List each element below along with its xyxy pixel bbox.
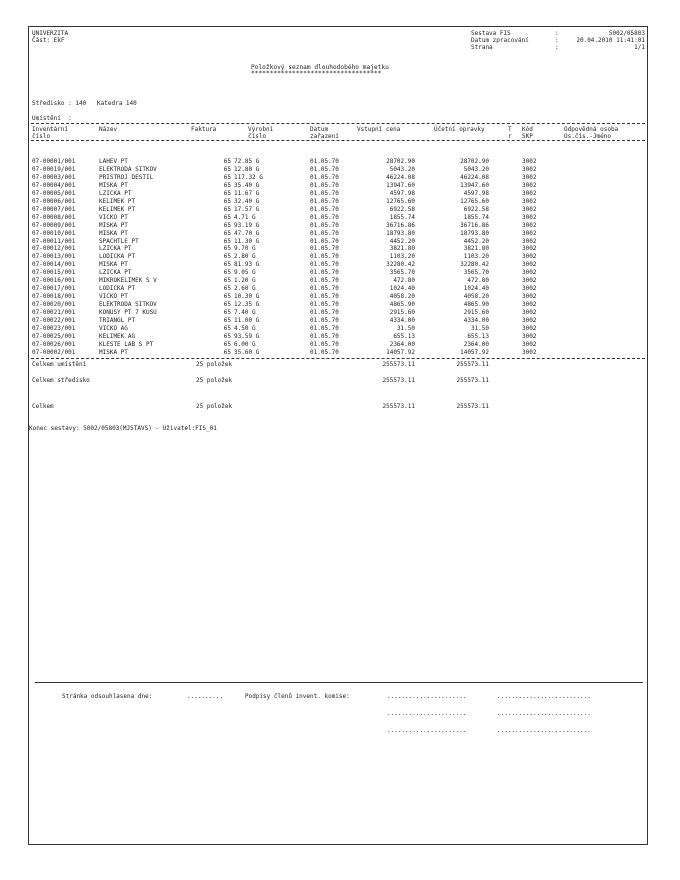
cell-datum-zarazeni: 01.05.70 <box>310 229 339 237</box>
header-sep: : <box>555 44 559 51</box>
signature-line: ...................... <box>387 727 467 734</box>
col-kod: Kód <box>522 126 533 133</box>
cell-datum-zarazeni: 01.05.70 <box>310 158 339 165</box>
cell-nazev: KONUSY PT 7 KUSU <box>99 309 157 317</box>
cell-vyrobni-cislo: 1.20 G <box>234 277 256 285</box>
cell-faktura: 65 <box>223 245 231 253</box>
cell-inventarni-cislo: 07-00004/001 <box>32 181 76 189</box>
cell-faktura: 65 <box>223 165 231 173</box>
cell-vyrobni-cislo: 10.30 G <box>234 293 260 301</box>
cell-ucetni-opravky: 36716.86 <box>460 221 489 229</box>
col-vyrobni: Výrobní <box>248 126 274 133</box>
col-osoba: Odpovědná osoba <box>564 126 619 133</box>
cell-inventarni-cislo: 07-00026/001 <box>32 340 76 348</box>
cell-ucetni-opravky: 1024.40 <box>463 285 489 293</box>
cell-inventarni-cislo: 07-00025/001 <box>32 332 76 340</box>
cell-vstupni-cena: 4865.90 <box>389 301 415 309</box>
col-osoba-sub: Os.čís.-Jméno <box>564 133 611 140</box>
cell-kod-skp: 3002 <box>522 253 537 261</box>
cell-vstupni-cena: 6922.58 <box>389 205 415 213</box>
org-name: UNIVERZITA <box>32 30 69 37</box>
cell-inventarni-cislo: 07-00001/001 <box>32 158 76 165</box>
cell-faktura: 65 <box>223 309 231 317</box>
cell-datum-zarazeni: 01.05.70 <box>310 317 339 324</box>
total-umisteni-ucetni: 255573.11 <box>456 361 489 368</box>
col-tr-sub: r <box>508 133 512 140</box>
cell-faktura: 65 <box>223 269 231 277</box>
cell-vyrobni-cislo: 11.30 G <box>234 237 260 245</box>
cell-inventarni-cislo: 07-00015/001 <box>32 269 76 277</box>
total-umisteni-vstupni: 255573.11 <box>382 361 415 368</box>
cell-vyrobni-cislo: 32.40 G <box>234 197 260 205</box>
cell-datum-zarazeni: 01.05.70 <box>310 205 339 213</box>
cell-vyrobni-cislo: 93.19 G <box>234 221 260 229</box>
signature-line: .......................... <box>497 710 591 717</box>
cell-kod-skp: 3002 <box>522 173 537 181</box>
podpisy-label: Podpisy členů invent. komise: <box>245 693 350 700</box>
cell-vstupni-cena: 1024.40 <box>389 285 415 293</box>
cell-nazev: MISKA PT <box>99 181 128 189</box>
cell-vstupni-cena: 2915.60 <box>389 309 415 317</box>
cell-kod-skp: 3002 <box>522 269 537 277</box>
cell-vstupni-cena: 2364.00 <box>389 340 415 348</box>
cell-inventarni-cislo: 07-00018/001 <box>32 293 76 301</box>
header-value-strana: 1/1 <box>634 44 645 51</box>
cell-kod-skp: 3002 <box>522 277 537 285</box>
cell-datum-zarazeni: 01.05.70 <box>310 277 339 285</box>
cell-vyrobni-cislo: 47.70 G <box>234 229 260 237</box>
cell-ucetni-opravky: 13947.60 <box>460 181 489 189</box>
col-inv-sub: číslo <box>32 133 51 140</box>
table-rule-end <box>31 358 645 359</box>
cell-vyrobni-cislo: 6.00 G <box>234 340 256 348</box>
cell-ucetni-opravky: 4865.90 <box>463 301 489 309</box>
cell-kod-skp: 3002 <box>522 158 537 165</box>
cell-kod-skp: 3002 <box>522 197 537 205</box>
cell-nazev: ELEKTRODA SITKOV <box>99 301 157 309</box>
cell-ucetni-opravky: 31.50 <box>470 324 489 332</box>
cell-vyrobni-cislo: 9.05 G <box>234 269 256 277</box>
cell-ucetni-opravky: 2364.00 <box>463 340 489 348</box>
cell-datum-zarazeni: 01.05.70 <box>310 165 339 173</box>
cell-ucetni-opravky: 28702.90 <box>460 158 489 165</box>
cell-inventarni-cislo: 07-00013/001 <box>32 253 76 261</box>
cell-vstupni-cena: 1855.74 <box>389 213 415 221</box>
cell-inventarni-cislo: 07-00016/001 <box>32 277 76 285</box>
cell-datum-zarazeni: 01.05.70 <box>310 348 339 356</box>
cell-nazev: LODICKA PT <box>99 253 136 261</box>
cell-kod-skp: 3002 <box>522 285 537 293</box>
cell-datum-zarazeni: 01.05.70 <box>310 301 339 309</box>
cell-ucetni-opravky: 472.80 <box>467 277 489 285</box>
cell-datum-zarazeni: 01.05.70 <box>310 181 339 189</box>
cell-faktura: 65 <box>223 158 231 165</box>
cell-inventarni-cislo: 07-00008/001 <box>32 213 76 221</box>
cell-kod-skp: 3002 <box>522 237 537 245</box>
cell-kod-skp: 3002 <box>522 165 537 173</box>
cell-nazev: ELEKTRODA SITKOV <box>99 165 157 173</box>
cell-datum-zarazeni: 01.05.70 <box>310 221 339 229</box>
col-datum: Datum <box>310 126 329 133</box>
cell-kod-skp: 3002 <box>522 181 537 189</box>
cell-vstupni-cena: 28702.90 <box>386 158 415 165</box>
report-title: Položkový seznam dlouhodobého majetku <box>251 64 389 71</box>
cell-inventarni-cislo: 07-00011/001 <box>32 237 76 245</box>
header-sep: : <box>555 37 559 44</box>
cell-inventarni-cislo: 07-00002/001 <box>32 348 76 356</box>
cell-faktura: 65 <box>223 221 231 229</box>
cell-nazev: MISKA PT <box>99 221 128 229</box>
header-label-sestava: Sestava FIS <box>471 30 511 37</box>
signature-line: .......................... <box>497 693 591 700</box>
cell-inventarni-cislo: 07-00003/001 <box>32 173 76 181</box>
cell-datum-zarazeni: 01.05.70 <box>310 189 339 197</box>
signature-line: .......................... <box>497 727 591 734</box>
header-rule-top <box>31 123 645 124</box>
cell-faktura: 65 <box>223 317 231 324</box>
cell-kod-skp: 3002 <box>522 340 537 348</box>
cell-vstupni-cena: 14057.92 <box>386 348 415 356</box>
cell-ucetni-opravky: 12765.60 <box>460 197 489 205</box>
cell-ucetni-opravky: 18793.80 <box>460 229 489 237</box>
cell-faktura: 65 <box>223 332 231 340</box>
cell-ucetni-opravky: 4597.98 <box>463 189 489 197</box>
cell-vyrobni-cislo: 17.57 G <box>234 205 260 213</box>
cell-faktura: 65 <box>223 324 231 332</box>
cell-vyrobni-cislo: 4.50 G <box>234 324 256 332</box>
cell-kod-skp: 3002 <box>522 317 537 324</box>
cell-datum-zarazeni: 01.05.70 <box>310 309 339 317</box>
cell-kod-skp: 3002 <box>522 205 537 213</box>
cell-ucetni-opravky: 3821.80 <box>463 245 489 253</box>
cell-kod-skp: 3002 <box>522 301 537 309</box>
cell-datum-zarazeni: 01.05.70 <box>310 340 339 348</box>
cell-nazev: VICKO PT <box>99 213 128 221</box>
cell-inventarni-cislo: 07-00006/001 <box>32 197 76 205</box>
cell-faktura: 65 <box>223 293 231 301</box>
cell-kod-skp: 3002 <box>522 332 537 340</box>
cell-datum-zarazeni: 01.05.70 <box>310 324 339 332</box>
cell-datum-zarazeni: 01.05.70 <box>310 253 339 261</box>
cell-inventarni-cislo: 07-00020/001 <box>32 301 76 309</box>
cell-vstupni-cena: 4597.98 <box>389 189 415 197</box>
cell-vstupni-cena: 4058.20 <box>389 293 415 301</box>
total-celkem-count: 25 položek <box>196 403 233 410</box>
cell-kod-skp: 3002 <box>522 348 537 356</box>
cell-nazev: LZICKA PT <box>99 189 132 197</box>
cell-vyrobni-cislo: 35.40 G <box>234 181 260 189</box>
total-umisteni-label: Celkem umístění <box>32 361 87 368</box>
total-stredisko-vstupni: 255573.11 <box>382 377 415 384</box>
cell-nazev: KELIMEK PT <box>99 197 136 205</box>
col-nazev: Název <box>99 126 118 133</box>
cell-faktura: 65 <box>223 348 231 356</box>
col-vyrobni-sub: číslo <box>248 133 267 140</box>
cell-nazev: KLESTE LAB S PT <box>99 340 154 348</box>
total-celkem-label: Celkem <box>32 403 54 410</box>
total-celkem-ucetni: 255573.11 <box>456 403 489 410</box>
cell-vyrobni-cislo: 2.80 G <box>234 253 256 261</box>
cell-faktura: 65 <box>223 237 231 245</box>
total-celkem-vstupni: 255573.11 <box>382 403 415 410</box>
cell-vstupni-cena: 31.50 <box>396 324 415 332</box>
cell-datum-zarazeni: 01.05.70 <box>310 293 339 301</box>
cell-faktura: 65 <box>223 340 231 348</box>
cell-vyrobni-cislo: 12.80 G <box>234 165 260 173</box>
cell-vstupni-cena: 4452.20 <box>389 237 415 245</box>
cell-datum-zarazeni: 01.05.70 <box>310 173 339 181</box>
cell-nazev: LZICKA PT <box>99 245 132 253</box>
cell-kod-skp: 3002 <box>522 221 537 229</box>
cell-ucetni-opravky: 46224.08 <box>460 173 489 181</box>
cell-vstupni-cena: 32280.42 <box>386 261 415 269</box>
cell-faktura: 65 <box>223 189 231 197</box>
cell-ucetni-opravky: 655.13 <box>467 332 489 340</box>
header-value-sestava: 5002/05803 <box>608 30 645 37</box>
cell-nazev: KELIMEK PT <box>99 205 136 213</box>
cell-vyrobni-cislo: 2.60 G <box>234 285 256 293</box>
cell-ucetni-opravky: 4452.20 <box>463 237 489 245</box>
cell-inventarni-cislo: 07-00014/001 <box>32 261 76 269</box>
header-value-datum: 20.04.2010 11:41:01 <box>576 37 645 44</box>
cell-nazev: MISKA PT <box>99 348 128 356</box>
total-stredisko-label: Celkem středisko <box>32 377 90 384</box>
cell-vyrobni-cislo: 35.60 G <box>234 348 260 356</box>
cell-datum-zarazeni: 01.05.70 <box>310 197 339 205</box>
cell-datum-zarazeni: 01.05.70 <box>310 285 339 293</box>
cell-nazev: PRISTROJ DESTIL <box>99 173 154 181</box>
cell-vstupni-cena: 13947.60 <box>386 181 415 189</box>
end-of-report-note: Konec sestavy: 5002/05803(MJSTAVS) - Uživatel:FIS_01 <box>29 425 217 432</box>
cell-vyrobni-cislo: 81.93 G <box>234 261 260 269</box>
cell-vstupni-cena: 472.80 <box>393 277 415 285</box>
cell-faktura: 65 <box>223 261 231 269</box>
cell-ucetni-opravky: 2915.60 <box>463 309 489 317</box>
col-vstupni: Vstupní cena <box>357 126 401 133</box>
cell-datum-zarazeni: 01.05.70 <box>310 237 339 245</box>
cell-faktura: 65 <box>223 277 231 285</box>
cell-datum-zarazeni: 01.05.70 <box>310 332 339 340</box>
cell-nazev: TRIANGL PT <box>99 317 136 324</box>
cell-inventarni-cislo: 07-00019/001 <box>32 165 76 173</box>
cell-faktura: 65 <box>223 173 231 181</box>
header-sep: : <box>555 30 559 37</box>
cell-vyrobni-cislo: 72.85 G <box>234 158 260 165</box>
cell-inventarni-cislo: 07-00022/001 <box>32 317 76 324</box>
filter-umisteni: Umístění : <box>32 115 72 122</box>
cell-ucetni-opravky: 14057.92 <box>460 348 489 356</box>
cell-vyrobni-cislo: 11.00 G <box>234 317 260 324</box>
cell-nazev: MISKA PT <box>99 229 128 237</box>
cell-nazev: LAHEV PT <box>99 158 128 165</box>
cell-inventarni-cislo: 07-00010/001 <box>32 229 76 237</box>
cell-ucetni-opravky: 6922.58 <box>463 205 489 213</box>
report-page <box>28 26 648 845</box>
cell-kod-skp: 3002 <box>522 293 537 301</box>
cell-vstupni-cena: 1103.20 <box>389 253 415 261</box>
cell-kod-skp: 3002 <box>522 324 537 332</box>
filter-stredisko: Středisko : 140 Katedra 140 <box>32 100 137 107</box>
cell-vstupni-cena: 12765.60 <box>386 197 415 205</box>
cell-nazev: VICKO PT <box>99 293 128 301</box>
cell-kod-skp: 3002 <box>522 213 537 221</box>
cell-faktura: 65 <box>223 213 231 221</box>
cell-ucetni-opravky: 5043.20 <box>463 165 489 173</box>
cell-faktura: 65 <box>223 253 231 261</box>
cell-vstupni-cena: 18793.80 <box>386 229 415 237</box>
cell-kod-skp: 3002 <box>522 229 537 237</box>
col-tr: T <box>508 126 512 133</box>
col-datum-sub: zařazení <box>310 133 339 140</box>
signature-divider <box>35 682 643 683</box>
cell-ucetni-opravky: 4058.20 <box>463 293 489 301</box>
cell-faktura: 65 <box>223 197 231 205</box>
cell-faktura: 65 <box>223 285 231 293</box>
cell-ucetni-opravky: 4334.00 <box>463 317 489 324</box>
cell-nazev: LODICKA PT <box>99 285 136 293</box>
cell-nazev: KELIMEK AG <box>99 332 136 340</box>
cell-ucetni-opravky: 1855.74 <box>463 213 489 221</box>
cell-faktura: 65 <box>223 181 231 189</box>
cell-vstupni-cena: 36716.86 <box>386 221 415 229</box>
total-stredisko-ucetni: 255573.11 <box>456 377 489 384</box>
cell-ucetni-opravky: 1103.20 <box>463 253 489 261</box>
col-ucetni: Účetní opravky <box>434 126 485 133</box>
col-faktura: Faktura <box>191 126 217 133</box>
org-part: Část: EkF <box>32 37 65 44</box>
cell-datum-zarazeni: 01.05.70 <box>310 269 339 277</box>
cell-nazev: MIKROKELIMEK S V <box>99 277 157 285</box>
cell-inventarni-cislo: 07-00021/001 <box>32 309 76 317</box>
cell-vyrobni-cislo: 12.35 G <box>234 301 260 309</box>
cell-vstupni-cena: 3821.80 <box>389 245 415 253</box>
cell-ucetni-opravky: 32280.42 <box>460 261 489 269</box>
col-kod-sub: SKP <box>522 133 533 140</box>
header-label-datum: Datum zpracování <box>471 37 529 44</box>
cell-nazev: SPACHTLE PT <box>99 237 139 245</box>
cell-vstupni-cena: 3565.70 <box>389 269 415 277</box>
cell-vyrobni-cislo: 93.59 G <box>234 332 260 340</box>
cell-nazev: VICKO AG <box>99 324 128 332</box>
cell-faktura: 65 <box>223 229 231 237</box>
total-umisteni-count: 25 položek <box>196 361 233 368</box>
cell-vyrobni-cislo: 7.40 G <box>234 309 256 317</box>
cell-inventarni-cislo: 07-00023/001 <box>32 324 76 332</box>
cell-kod-skp: 3002 <box>522 261 537 269</box>
cell-kod-skp: 3002 <box>522 245 537 253</box>
cell-inventarni-cislo: 07-00007/001 <box>32 205 76 213</box>
col-inv: Inventární <box>32 126 69 133</box>
cell-vyrobni-cislo: 117.32 G <box>234 173 263 181</box>
cell-inventarni-cislo: 07-00005/001 <box>32 189 76 197</box>
cell-datum-zarazeni: 01.05.70 <box>310 261 339 269</box>
cell-vyrobni-cislo: 9.70 G <box>234 245 256 253</box>
cell-vstupni-cena: 4334.00 <box>389 317 415 324</box>
cell-inventarni-cislo: 07-00009/001 <box>32 221 76 229</box>
cell-faktura: 65 <box>223 301 231 309</box>
header-rule-bottom <box>31 140 645 141</box>
cell-faktura: 65 <box>223 205 231 213</box>
cell-vyrobni-cislo: 4.71 G <box>234 213 256 221</box>
header-label-strana: Strana <box>471 44 493 51</box>
report-title-underline: *********************************** <box>251 70 382 77</box>
signature-line: ...................... <box>387 693 467 700</box>
cell-inventarni-cislo: 07-00017/001 <box>32 285 76 293</box>
cell-nazev: LZICKA PT <box>99 269 132 277</box>
cell-kod-skp: 3002 <box>522 189 537 197</box>
stranka-label: Stránka odsouhlasena dne: <box>62 693 153 700</box>
cell-vstupni-cena: 46224.08 <box>386 173 415 181</box>
cell-datum-zarazeni: 01.05.70 <box>310 213 339 221</box>
cell-inventarni-cislo: 07-00012/001 <box>32 245 76 253</box>
total-stredisko-count: 25 položek <box>196 377 233 384</box>
signature-line: ...................... <box>387 710 467 717</box>
stranka-dots: .......... <box>187 693 224 700</box>
cell-ucetni-opravky: 3565.70 <box>463 269 489 277</box>
cell-vyrobni-cislo: 11.67 G <box>234 189 260 197</box>
cell-vstupni-cena: 5043.20 <box>389 165 415 173</box>
cell-datum-zarazeni: 01.05.70 <box>310 245 339 253</box>
cell-nazev: MISKA PT <box>99 261 128 269</box>
cell-kod-skp: 3002 <box>522 309 537 317</box>
cell-vstupni-cena: 655.13 <box>393 332 415 340</box>
